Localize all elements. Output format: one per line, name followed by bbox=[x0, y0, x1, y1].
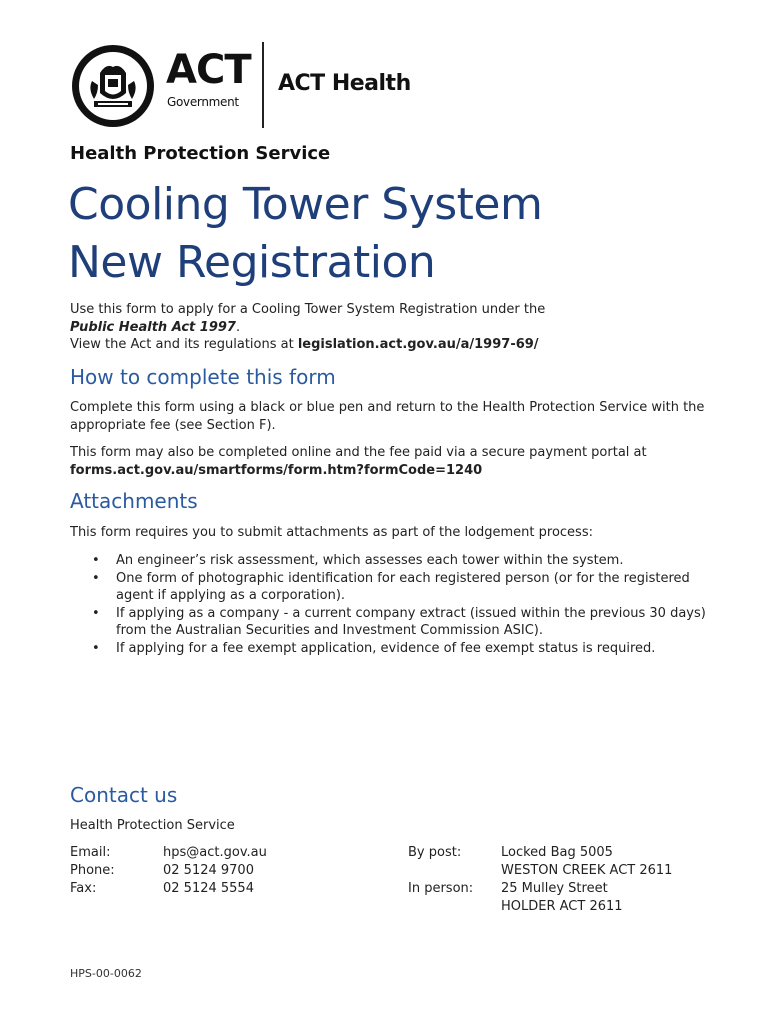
list-item: • If applying for a fee exempt application, evidence of fee exempt status is required. bbox=[70, 640, 710, 658]
logo-act-health: ACT Health bbox=[278, 71, 411, 96]
how-p2-prefix: This form may also be completed online and the fee paid via a secure payment portal at bbox=[70, 445, 647, 460]
intro-paragraph bbox=[70, 301, 710, 354]
email-label: Email: bbox=[70, 845, 111, 860]
legislation-link[interactable]: legislation.act.gov.au/a/1997-69/ bbox=[297, 337, 539, 352]
act-name: Public Health Act 1997 bbox=[70, 319, 236, 335]
how-to-complete-heading: How to complete this form bbox=[70, 365, 336, 389]
list-item: • If applying as a company - a current company extract (issued within the previous 30 days) from the Australian Securities and Investment Commission ASIC). bbox=[70, 605, 710, 640]
contact-heading: Contact us bbox=[70, 783, 178, 807]
page-title-line1: Cooling Tower System bbox=[68, 179, 543, 230]
intro-line2 bbox=[70, 319, 710, 337]
in-person-address-line1: 25 Mulley Street bbox=[501, 881, 608, 896]
phone-label: Phone: bbox=[70, 863, 115, 878]
logo-divider bbox=[262, 42, 264, 128]
logo-government-wordmark: Government bbox=[167, 95, 239, 109]
intro-line3-prefix: View the Act and its regulations at bbox=[70, 337, 298, 352]
how-paragraph-1: Complete this form using a black or blue pen and return to the Health Protection Service with the appropriate fee (see Section F). bbox=[70, 400, 705, 433]
page-title-line2: New Registration bbox=[68, 237, 436, 288]
in-person-label: In person: bbox=[408, 881, 474, 896]
email-value[interactable]: hps@act.gov.au bbox=[163, 845, 267, 860]
logo-act-wordmark: ACT bbox=[166, 47, 251, 93]
how-paragraph-2 bbox=[70, 444, 710, 479]
act-suffix: . bbox=[235, 319, 241, 335]
in-person-address-line2: HOLDER ACT 2611 bbox=[501, 899, 623, 914]
attachments-list bbox=[70, 552, 710, 657]
act-government-crest-logo bbox=[70, 43, 156, 129]
list-item: • One form of photographic identification for each registered person (or for the registered agent if applying as a corporation). bbox=[70, 570, 710, 605]
list-item: • An engineer’s risk assessment, which assesses each tower within the system. bbox=[70, 552, 710, 570]
post-address-line2: WESTON CREEK ACT 2611 bbox=[501, 863, 673, 878]
contact-service-name: Health Protection Service bbox=[70, 818, 235, 833]
attachments-intro: This form requires you to submit attachments as part of the lodgement process: bbox=[70, 525, 593, 540]
phone-value: 02 5124 9700 bbox=[163, 863, 254, 878]
form-code: HPS-00-0062 bbox=[70, 967, 142, 980]
attachments-heading: Attachments bbox=[70, 489, 198, 513]
post-address-line1: Locked Bag 5005 bbox=[501, 845, 613, 860]
service-heading: Health Protection Service bbox=[70, 143, 331, 164]
intro-line3 bbox=[70, 336, 710, 354]
fax-value: 02 5124 5554 bbox=[163, 881, 254, 896]
smartform-link[interactable]: forms.act.gov.au/smartforms/form.htm?formCode=1240 bbox=[70, 462, 483, 478]
fax-label: Fax: bbox=[70, 881, 97, 896]
page-title bbox=[68, 176, 542, 292]
post-label: By post: bbox=[408, 845, 462, 860]
intro-line1: Use this form to apply for a Cooling Tower System Registration under the bbox=[70, 302, 546, 317]
